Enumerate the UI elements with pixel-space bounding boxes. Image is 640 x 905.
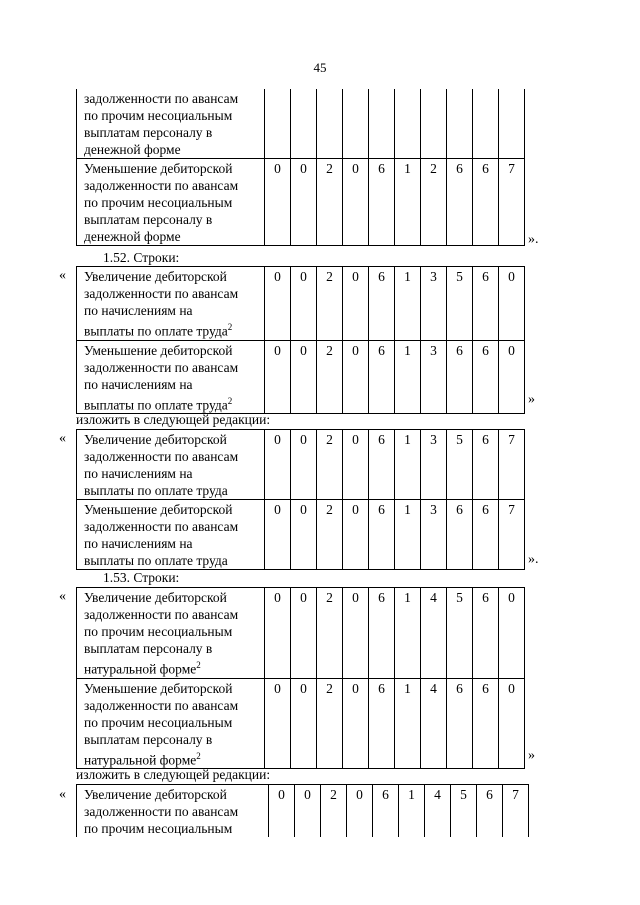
table-row	[77, 588, 525, 679]
code-digit: 6	[373, 785, 399, 838]
code-digit: 6	[473, 267, 499, 341]
code-digit: 0	[291, 267, 317, 341]
description-line-text: выплаты по оплате труда	[84, 397, 228, 412]
closing-quote: »	[528, 748, 535, 763]
code-digit: 7	[499, 430, 525, 500]
code-digit: 5	[447, 430, 473, 500]
section-heading-1-53: 1.53. Строки:	[103, 570, 180, 585]
table-row	[77, 430, 525, 500]
description-line: задолженности по авансам	[84, 91, 239, 106]
code-digit: 3	[421, 267, 447, 341]
code-digit: 6	[369, 340, 395, 414]
code-digit: 2	[317, 340, 343, 414]
table-row	[77, 340, 525, 414]
description-line: задолженности по авансам	[84, 449, 239, 464]
code-digit: 0	[265, 340, 291, 414]
opening-quote: «	[59, 589, 66, 604]
opening-quote: «	[59, 787, 66, 802]
code-digit: 0	[265, 430, 291, 500]
code-digit	[499, 89, 525, 159]
description-line	[84, 657, 264, 678]
row-description	[77, 785, 269, 838]
description-line	[84, 748, 264, 769]
instruction-text: изложить в следующей редакции:	[76, 412, 271, 427]
description-line: выплатам персоналу в	[84, 641, 213, 656]
code-digit: 6	[369, 159, 395, 246]
description-line: по начислениям на	[84, 303, 193, 318]
code-digit: 1	[395, 159, 421, 246]
table-row	[77, 785, 529, 838]
code-digit: 0	[499, 267, 525, 341]
code-digit	[395, 89, 421, 159]
description-line: выплаты по оплате труда	[84, 553, 228, 568]
code-digit	[421, 89, 447, 159]
opening-quote: «	[59, 268, 66, 283]
row-description	[77, 500, 265, 570]
code-digit: 0	[265, 159, 291, 246]
code-digit: 0	[347, 785, 373, 838]
code-digit: 6	[473, 159, 499, 246]
code-digit: 1	[395, 588, 421, 679]
code-digit: 6	[473, 500, 499, 570]
description-line: по прочим несоциальным	[84, 714, 233, 730]
code-digit: 2	[317, 159, 343, 246]
row-description	[77, 267, 265, 341]
description-line: по прочим несоциальным	[84, 195, 233, 210]
description-line: по прочим несоциальным	[84, 624, 233, 639]
code-digit: 0	[343, 588, 369, 679]
description-line: задолженности по авансам	[84, 359, 239, 375]
code-digit: 0	[343, 430, 369, 500]
code-digit: 4	[425, 785, 451, 838]
page-number: 45	[313, 60, 327, 75]
closing-quote: »	[528, 392, 535, 407]
code-digit: 0	[343, 678, 369, 769]
code-digit: 6	[447, 340, 473, 414]
code-digit: 1	[395, 340, 421, 414]
description-line: задолженности по авансам	[84, 178, 239, 193]
code-digit: 6	[369, 267, 395, 341]
row-description	[77, 588, 265, 679]
code-digit: 4	[421, 678, 447, 769]
code-digit: 0	[265, 678, 291, 769]
closing-quote: ».	[528, 552, 539, 567]
table-row	[77, 89, 525, 159]
description-line: по начислениям на	[84, 536, 193, 551]
description-line: Увеличение дебиторской	[84, 269, 227, 284]
code-digit: 3	[421, 500, 447, 570]
row-description	[77, 340, 265, 414]
code-digit: 6	[473, 340, 499, 414]
code-digit: 6	[369, 430, 395, 500]
code-digit: 7	[499, 500, 525, 570]
description-line: по начислениям на	[84, 466, 193, 481]
code-digit: 2	[421, 159, 447, 246]
description-line-text: выплаты по оплате труда	[84, 323, 228, 339]
code-digit: 6	[447, 678, 473, 769]
code-digit: 2	[317, 500, 343, 570]
description-line: задолженности по авансам	[84, 804, 239, 819]
codes-table	[76, 587, 525, 769]
code-digit	[317, 89, 343, 159]
code-digit: 6	[369, 678, 395, 769]
code-digit: 6	[473, 430, 499, 500]
code-digit: 5	[447, 267, 473, 341]
row-description	[77, 159, 265, 246]
description-line: денежной форме	[84, 142, 181, 157]
code-digit: 0	[499, 340, 525, 414]
description-line: задолженности по авансам	[84, 286, 239, 301]
code-digit: 3	[421, 430, 447, 500]
footnote-marker: 2	[196, 660, 201, 670]
description-line: выплатам персоналу в	[84, 731, 213, 747]
code-digit: 1	[395, 430, 421, 500]
code-digit: 0	[265, 500, 291, 570]
code-digit	[265, 89, 291, 159]
description-line: Увеличение дебиторской	[84, 590, 227, 605]
description-line: выплатам персоналу в	[84, 212, 213, 227]
code-digit: 3	[421, 340, 447, 414]
code-digit: 0	[291, 159, 317, 246]
description-line: выплаты по оплате труда	[84, 483, 228, 498]
code-digit	[343, 89, 369, 159]
description-line: задолженности по авансам	[84, 607, 239, 622]
codes-table	[76, 429, 525, 570]
code-digit: 7	[503, 785, 529, 838]
codes-table	[76, 784, 529, 837]
description-line: задолженности по авансам	[84, 519, 239, 534]
code-digit: 0	[265, 588, 291, 679]
code-digit: 2	[317, 430, 343, 500]
code-digit: 6	[447, 500, 473, 570]
description-line: по прочим несоциальным	[84, 821, 233, 836]
code-digit: 6	[477, 785, 503, 838]
row-description	[77, 678, 265, 769]
table-row	[77, 678, 525, 769]
code-digit: 0	[291, 678, 317, 769]
row-description	[77, 89, 265, 159]
codes-table	[76, 89, 525, 246]
code-digit: 6	[369, 500, 395, 570]
code-digit: 2	[317, 267, 343, 341]
code-digit: 0	[291, 430, 317, 500]
code-digit: 6	[473, 678, 499, 769]
description-line: Увеличение дебиторской	[84, 432, 227, 447]
row-description	[77, 430, 265, 500]
instruction-text: изложить в следующей редакции:	[76, 767, 271, 782]
code-digit: 0	[343, 340, 369, 414]
description-line: Уменьшение дебиторской	[84, 161, 233, 176]
code-digit: 0	[499, 588, 525, 679]
code-digit: 6	[369, 588, 395, 679]
code-digit: 1	[399, 785, 425, 838]
code-digit: 0	[343, 267, 369, 341]
description-line: задолженности по авансам	[84, 697, 239, 713]
code-digit: 0	[291, 500, 317, 570]
description-line: по начислениям на	[84, 376, 193, 392]
opening-quote: «	[59, 431, 66, 446]
description-line: денежной форме	[84, 229, 181, 244]
code-digit: 7	[499, 159, 525, 246]
section-heading-1-52: 1.52. Строки:	[103, 250, 180, 265]
code-digit	[291, 89, 317, 159]
code-digit: 1	[395, 500, 421, 570]
description-line-text: натуральной форме	[84, 661, 197, 677]
footnote-marker: 2	[227, 322, 233, 332]
description-line	[84, 393, 264, 414]
code-digit	[369, 89, 395, 159]
code-digit: 2	[321, 785, 347, 838]
code-digit: 5	[451, 785, 477, 838]
code-digit: 2	[317, 588, 343, 679]
description-line	[84, 319, 264, 340]
table-row	[77, 500, 525, 570]
code-digit	[447, 89, 473, 159]
code-digit: 1	[395, 678, 421, 769]
code-digit: 6	[447, 159, 473, 246]
code-digit: 0	[295, 785, 321, 838]
code-digit: 4	[421, 588, 447, 679]
description-line: Увеличение дебиторской	[84, 787, 227, 802]
description-line: выплатам персоналу в	[84, 125, 213, 140]
table-row	[77, 159, 525, 246]
description-line: Уменьшение дебиторской	[84, 502, 233, 517]
codes-table	[76, 266, 525, 414]
code-digit: 0	[269, 785, 295, 838]
code-digit: 0	[343, 159, 369, 246]
code-digit: 0	[343, 500, 369, 570]
description-line: по прочим несоциальным	[84, 108, 233, 123]
code-digit: 0	[291, 340, 317, 414]
code-digit: 0	[499, 678, 525, 769]
footnote-marker: 2	[196, 750, 201, 761]
table-row	[77, 267, 525, 341]
description-line-text: натуральной форме	[84, 752, 197, 767]
footnote-marker: 2	[227, 395, 233, 406]
code-digit: 0	[291, 588, 317, 679]
closing-quote: ».	[528, 232, 539, 247]
code-digit	[473, 89, 499, 159]
code-digit: 6	[473, 588, 499, 679]
code-digit: 5	[447, 588, 473, 679]
description-line: Уменьшение дебиторской	[84, 342, 233, 358]
description-line: Уменьшение дебиторской	[84, 680, 233, 696]
code-digit: 1	[395, 267, 421, 341]
code-digit: 0	[265, 267, 291, 341]
code-digit: 2	[317, 678, 343, 769]
